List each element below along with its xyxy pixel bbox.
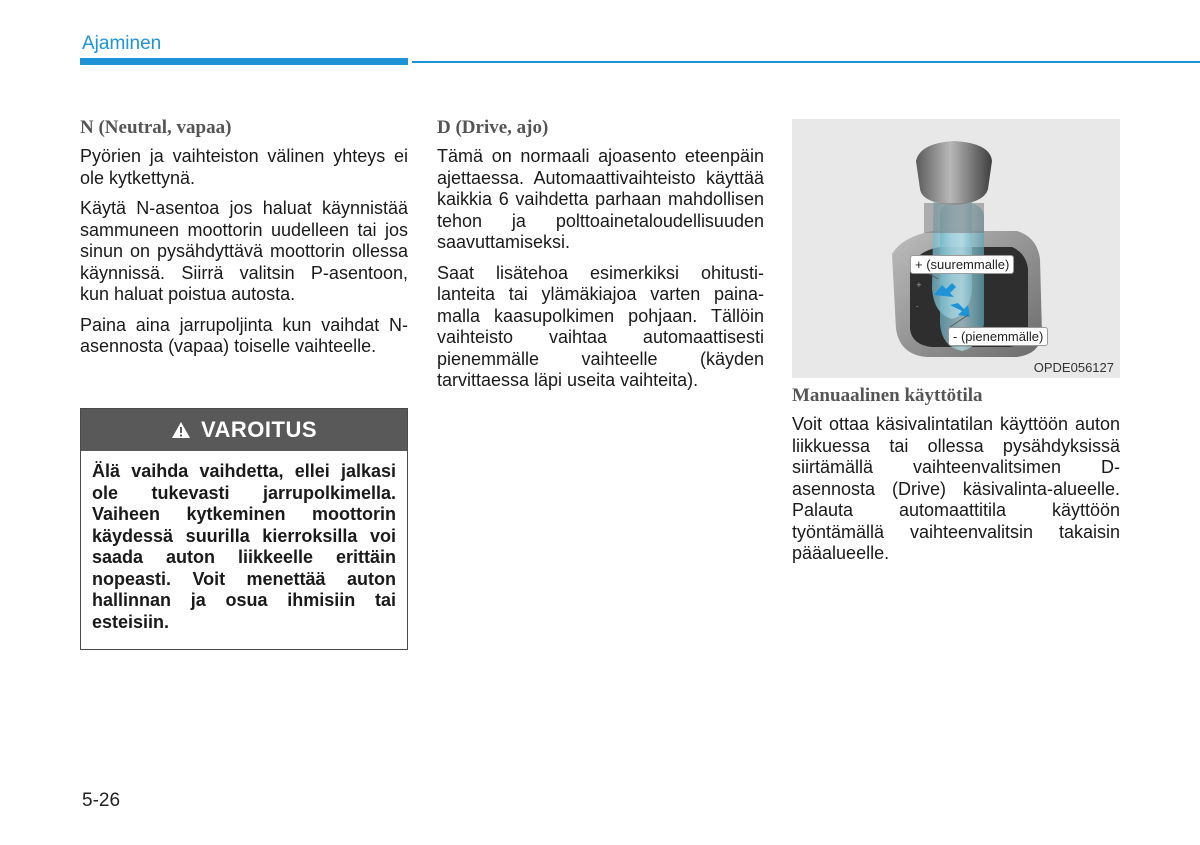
shift-up-label: + (suuremmalle) (910, 255, 1014, 274)
section-title: Ajaminen (82, 33, 162, 54)
warning-header (81, 409, 407, 451)
svg-text:+: + (916, 281, 922, 289)
header-rule-thin (412, 61, 1200, 63)
manual-heading: Manuaalinen käyttötila (792, 385, 983, 406)
manual-section (792, 384, 1120, 574)
header-rule-thick (80, 58, 408, 65)
page-number: 5-26 (82, 790, 121, 811)
warning-box (80, 408, 408, 650)
warning-title: VAROITUS (200, 417, 318, 442)
shift-down-label: - (pienemmälle) (948, 327, 1048, 346)
drive-section (437, 116, 764, 401)
gear-shifter-illustration (792, 119, 1120, 378)
drive-heading: D (Drive, ajo) (437, 117, 549, 138)
neutral-paragraph: Paina aina jarrupoljinta kun vaihdat N-asennosta (vapaa) toiselle vaihteelle. (80, 314, 408, 356)
manual-paragraph: Voit ottaa käsivalintatilan käyttöön auton liikkuessa tai ollessa pysähdyksissä siirtämällä vaihteenvalitsimen D-asennosta (Drive) käsivalinta-alueelle. Palauta automaattitila käyttöön työntämällä vaihteenvalitsin takaisin pääalueelle. (792, 414, 1120, 563)
neutral-section (80, 116, 408, 367)
warning-triangle-icon (171, 421, 191, 439)
svg-text:-: - (916, 303, 919, 311)
warning-text: Älä vaihda vaihdetta, ellei jalkasi ole tukevasti jarrupolkimella. Vaiheen kytkeminen moottorin käydessä suurilla kierroksilla voi saada auton liikkeelle erittäin nopeasti. Voit menettää auton hallinnan ja osua ihmisiin tai esteisiin. (92, 461, 396, 632)
neutral-paragraph: Käytä N-asentoa jos haluat käynnistää sammuneen moottorin uudelleen tai jos sinun on pysähdyttävä moottorin ollessa käynnissä. Siirrä valitsin P-asentoon, kun haluat poistua autosta. (80, 198, 408, 304)
drive-paragraph: Tämä on normaali ajoasento eteenpäin ajettaessa. Automaattivaihteisto käyttää kaikkia 6 vaihdetta parhaan mahdollisen tehon ja polttoainetaloudellisuuden saavuttamiseksi. (437, 146, 764, 252)
figure-code: OPDE056127 (1033, 360, 1114, 375)
neutral-paragraph: Pyörien ja vaihteiston välinen yhteys ei ole kytkettynä. (80, 146, 408, 188)
drive-paragraph: Saat lisätehoa esimerkiksi ohitustilanteita tai ylämäkiajoa varten painamalla kaasupolkimen pohjaan. Tällöin vaihteisto vaihtaa automaattisesti pienemmälle vaihteelle (käyden tarvittaessa läpi useita vaihteita). (437, 262, 764, 390)
neutral-heading: N (Neutral, vapaa) (80, 117, 232, 138)
